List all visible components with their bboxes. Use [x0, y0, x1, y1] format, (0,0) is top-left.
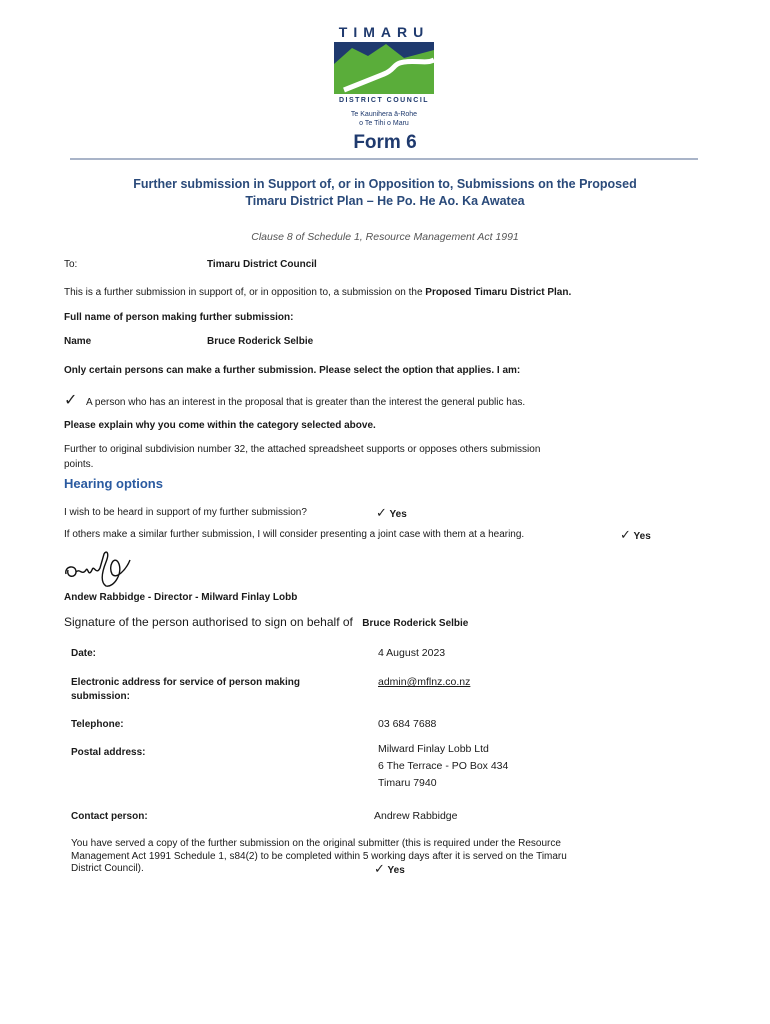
- authorised-for: Bruce Roderick Selbie: [362, 618, 469, 629]
- name-label: Name: [64, 336, 92, 347]
- postal-value: [378, 741, 508, 792]
- served-answer: [374, 861, 405, 877]
- date-label: Date:: [71, 648, 97, 659]
- served-yes: Yes: [387, 865, 405, 876]
- form-subtitle: [100, 176, 670, 210]
- date-value: 4 August 2023: [378, 647, 446, 659]
- explain-heading: Please explain why you come within the category selected above.: [64, 420, 376, 431]
- to-label: To:: [64, 259, 78, 270]
- email-link[interactable]: admin@mflnz.co.nz: [378, 676, 471, 688]
- category-check-icon: ✓: [64, 392, 78, 409]
- signer-name: Andew Rabbidge - Director - Milward Finlay Lobb: [64, 592, 298, 603]
- title-divider: [70, 158, 698, 160]
- clause-reference: Clause 8 of Schedule 1, Resource Management Act 1991: [251, 231, 519, 243]
- logo-title: TIMARU: [338, 24, 430, 40]
- logo-council-text: DISTRICT COUNCIL: [338, 97, 430, 104]
- phone-label: Telephone:: [71, 719, 124, 730]
- form-subtitle-line1: Further submission in Support of, or in Opposition to, Submissions on the Proposed: [133, 177, 637, 191]
- email-label: [71, 676, 300, 704]
- postal-line1: Milward Finlay Lobb Ltd: [378, 743, 489, 755]
- hearing-q2-yes: Yes: [633, 531, 651, 542]
- council-logo-icon: [334, 42, 434, 94]
- logo-maori-line2: o Te Tihi o Maru: [359, 120, 409, 127]
- served-line1: You have served a copy of the further submission on the original submitter (this is required under the Resource: [71, 838, 561, 849]
- explain-text: [64, 442, 540, 472]
- contact-label: Contact person:: [71, 811, 148, 822]
- hearing-q2-answer: [620, 527, 651, 543]
- postal-line2: 6 The Terrace - PO Box 434: [378, 760, 509, 772]
- postal-line3: Timaru 7940: [378, 777, 437, 789]
- email-label-line2: submission:: [71, 691, 130, 702]
- email-label-line1: Electronic address for service of person making: [71, 677, 300, 688]
- hearing-q2-check-icon: ✓: [620, 527, 631, 542]
- category-heading: Only certain persons can make a further submission. Please select the option that applies. I am:: [64, 365, 521, 376]
- intro-text-bold: Proposed Timaru District Plan.: [425, 287, 572, 298]
- intro-text-body: This is a further submission in support of, or in opposition to, a submission on the: [64, 287, 423, 298]
- served-check-icon: ✓: [374, 861, 385, 876]
- explain-line2: points.: [64, 459, 94, 470]
- logo-maori-text: [334, 110, 434, 128]
- fullname-heading: Full name of person making further submission:: [64, 312, 294, 323]
- name-value: Bruce Roderick Selbie: [207, 336, 314, 347]
- hearing-heading: Hearing options: [64, 476, 163, 491]
- handwritten-signature-icon: [62, 548, 134, 590]
- explain-line1: Further to original subdivision number 32, the attached spreadsheet supports or opposes others submission: [64, 444, 541, 455]
- hearing-q1-check-icon: ✓: [376, 505, 387, 520]
- hearing-q1: I wish to be heard in support of my further submission?: [64, 507, 307, 518]
- authorised-label: Signature of the person authorised to sign on behalf of: [64, 615, 353, 629]
- to-value: Timaru District Council: [207, 259, 317, 270]
- hearing-q1-answer: [376, 505, 407, 521]
- phone-value: 03 684 7688: [378, 718, 437, 730]
- logo-maori-line1: Te Kaunihera ā-Rohe: [350, 111, 418, 118]
- intro-text: [64, 287, 571, 298]
- category-option: A person who has an interest in the proposal that is greater than the interest the general public has.: [86, 397, 526, 408]
- served-line3: District Council).: [71, 863, 144, 874]
- form-title: Form 6: [353, 132, 417, 153]
- form-subtitle-line2: Timaru District Plan – He Po. He Ao. Ka Awatea: [245, 194, 525, 208]
- served-line2: Management Act 1991 Schedule 1, s84(2) to be completed within 5 working days after it is served on the Timaru: [71, 850, 567, 862]
- authorised-signature: [64, 615, 468, 629]
- postal-label: Postal address:: [71, 747, 146, 758]
- contact-value: Andrew Rabbidge: [374, 810, 458, 822]
- hearing-q2: If others make a similar further submission, I will consider presenting a joint case with them at a hearing.: [64, 529, 525, 540]
- hearing-q1-yes: Yes: [389, 509, 407, 520]
